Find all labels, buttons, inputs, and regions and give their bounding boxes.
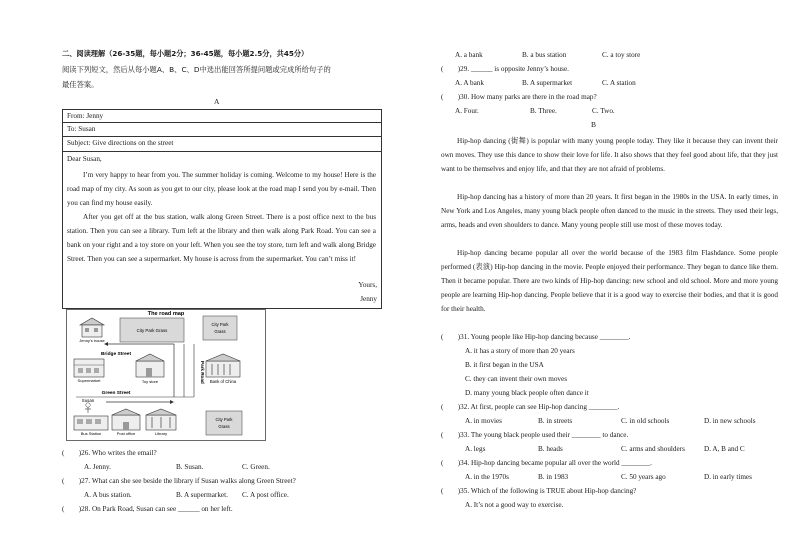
- park-road-label: Park Road: [200, 361, 205, 384]
- question-32-options: [465, 417, 756, 426]
- option[interactable]: B. it first began in the USA: [465, 361, 544, 369]
- option[interactable]: C. 50 years ago: [621, 473, 666, 481]
- option[interactable]: D. A, B and C: [704, 445, 745, 453]
- city-park-grass-bottom-line-2: Grass: [218, 424, 230, 429]
- option[interactable]: C. Two.: [592, 107, 615, 115]
- email-paragraph-2: After you get off at the bus station, walk along Green Street. There is a post office next to the bus station. Then you can see a library. Turn left at the library and then walk along Park Road. You can see a bank on your right and a toy store on your left. When you see the toy store, turn left and walk along Bridge Street. Then you can see a supermarket. My house is across from the supermarket. You can’t miss it!: [67, 213, 376, 264]
- option[interactable]: B. Three.: [530, 107, 557, 115]
- city-park-grass-top-line-2: Grass: [214, 329, 226, 334]
- road-map: [66, 309, 266, 441]
- question-34-stem: ( )34. Hip-hop dancing became popular all over the world ________.: [441, 459, 652, 467]
- question-30-stem: ( )30. How many parks are there in the road map?: [441, 93, 597, 101]
- question-28-options: [455, 51, 640, 60]
- toy-store-label: Toy store: [141, 379, 159, 384]
- option[interactable]: C. they can invent their own moves: [465, 375, 568, 383]
- question-33-options: [465, 445, 745, 454]
- question-35-stem: ( )35. Which of the following is TRUE about Hip-hop dancing?: [441, 487, 637, 495]
- option[interactable]: A. Four.: [455, 107, 479, 115]
- option[interactable]: B. in 1983: [538, 473, 569, 481]
- option[interactable]: C. in old schools: [621, 417, 670, 425]
- option[interactable]: A. in movies: [465, 417, 502, 425]
- option[interactable]: B. A supermarket: [522, 79, 573, 87]
- option[interactable]: A. in the 1970s: [465, 473, 509, 481]
- option[interactable]: A. Jenny.: [84, 463, 111, 471]
- passage-b-paragraph-1: Hip-hop dancing (街舞) is popular with many young people today. They like it because they can invent their own moves. They use this dance to show their love for life. It also shows that they feel good about life, that they just want to be themselves and enjoy life, and that they are not afraid of problems.: [441, 137, 778, 174]
- city-park-grass-top-line-1: City Park: [211, 322, 229, 327]
- option[interactable]: C. A station: [602, 79, 636, 87]
- bus-station-icon: [74, 416, 108, 430]
- bridge-street-label: Bridge Street: [100, 352, 132, 357]
- email-from: From: Jenny: [67, 112, 104, 120]
- option[interactable]: C. arms and shoulders: [621, 445, 685, 453]
- passage-a-label: A: [214, 97, 220, 106]
- divider: [63, 122, 381, 123]
- instruction-line-1: 阅读下列短文，然后从每小题A、B、C、D中选出能回答所提问题或完成所给句子的: [62, 65, 331, 74]
- option[interactable]: D. many young black people often dance it: [465, 389, 589, 397]
- email-paragraph-1: I’m very happy to hear from you. The summer holiday is coming. Welcome to my house! Here is the road map of my city. As soon as you get to our city, please look at the road map I send you by e-mail. Then you can find my house easily.: [67, 171, 376, 207]
- bus-station-label: Bus Station: [80, 431, 102, 436]
- question-27-options: [84, 491, 289, 500]
- supermarket-icon: [74, 359, 104, 377]
- passage-b-paragraph-3: Hip-hop dancing became popular all over the world because of the 1983 film Flashdance. Some people performed (表演) Hip-hop dancing in the movie. People enjoyed their performance. They began to dance like them. Then it became popular. There are two kinds of Hip-hop dancing: new school and old school. More and more young people are learning Hip-hop dancing. People believe that it is a good way to exercise their bodies, and that it is good for their health.: [441, 249, 778, 314]
- bank-of-china-label: Bank of China: [209, 379, 237, 384]
- instruction-line-2: 最佳答案。: [62, 80, 99, 89]
- question-33-stem: ( )33. The young black people used their ________ to dance.: [441, 431, 629, 439]
- question-32-stem: ( )32. At first, people can see Hip-hop dancing ________.: [441, 403, 620, 411]
- option[interactable]: A. a bank: [455, 51, 483, 59]
- option[interactable]: B. heads: [538, 445, 563, 453]
- question-28-stem: ( )28. On Park Road, Susan can see ______ on her left.: [62, 505, 233, 513]
- park-block: [206, 411, 242, 435]
- susan-label: Susan: [81, 398, 95, 403]
- supermarket-label: Supermarket: [77, 378, 101, 383]
- email-to: To: Susan: [67, 125, 96, 133]
- passage-b-paragraph-2: Hip-hop dancing has a history of more than 20 years. It first began in the 1980s in the USA. In early times, in New York and Los Angeles, many young black people often danced to the music in the streets. They used their legs, arms, heads and even shoulders to dance. Many young people still use most of these moves today.: [441, 193, 778, 230]
- library-label: Library: [154, 431, 168, 436]
- email-box: [62, 109, 382, 309]
- question-27-stem: ( )27. What can she see beside the library if Susan walks along Green Street?: [62, 477, 296, 485]
- section-header: 二、阅读理解（26-35题，每小题2分；36-45题，每小题2.5分，共45分）: [62, 49, 309, 58]
- question-26-stem: ( )26. Who writes the email?: [62, 449, 157, 457]
- question-29-options: [455, 79, 636, 88]
- email-signature: Jenny: [360, 295, 377, 303]
- option[interactable]: A. it has a story of more than 20 years: [465, 347, 575, 355]
- option[interactable]: C. A post office.: [242, 491, 289, 499]
- option[interactable]: A. It’s not a good way to exercise.: [465, 501, 564, 509]
- question-29-stem: ( )29. ______ is opposite Jenny’s house.: [441, 65, 569, 73]
- park-block: [203, 316, 237, 340]
- question-26-options: [84, 463, 270, 472]
- city-park-grass-label: City Park Grass: [136, 328, 168, 333]
- option[interactable]: C. Green.: [242, 463, 270, 471]
- divider: [63, 136, 381, 137]
- option[interactable]: B. A supermarket.: [176, 491, 228, 499]
- option[interactable]: B. in streets: [538, 417, 573, 425]
- option[interactable]: B. Susan.: [176, 463, 204, 471]
- question-30-options: [455, 107, 615, 116]
- city-park-grass-bottom-line-1: City Park: [215, 417, 233, 422]
- divider: [63, 151, 381, 152]
- question-34-options: [465, 473, 752, 482]
- email-subject: Subject: Give directions on the street: [67, 139, 174, 147]
- option[interactable]: D. in new schools: [704, 417, 756, 425]
- green-street-label: Green Street: [101, 391, 131, 396]
- option[interactable]: A. legs: [465, 445, 486, 453]
- email-closing: Yours,: [358, 281, 377, 289]
- option[interactable]: D. in early times: [704, 473, 752, 481]
- jennys-house-label: Jenny’s house: [79, 338, 105, 343]
- map-title: The road map: [147, 311, 185, 317]
- email-greeting: Dear Susan,: [67, 155, 102, 163]
- question-31-stem: ( )31. Young people like Hip-hop dancing because ________.: [441, 333, 631, 341]
- option[interactable]: A. A bus station.: [84, 491, 132, 499]
- option[interactable]: C. a toy store: [602, 51, 641, 59]
- option[interactable]: A. A bank: [455, 79, 484, 87]
- post-office-label: Post office: [116, 431, 136, 436]
- option[interactable]: B. a bus station: [522, 51, 567, 59]
- passage-b-label: B: [591, 120, 597, 129]
